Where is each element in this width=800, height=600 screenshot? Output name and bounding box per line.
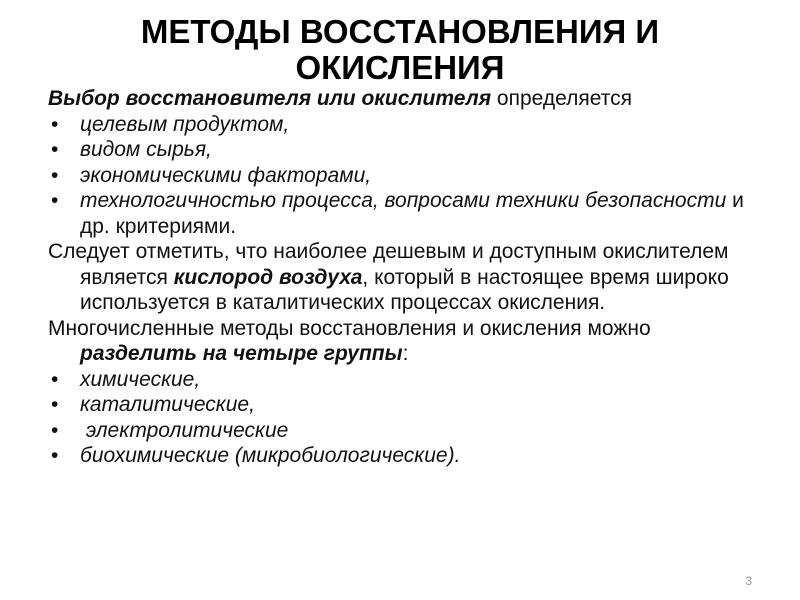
oxygen-text-before: Следует отметить, что наиболее дешевым и доступным окислителем является: [48, 240, 729, 289]
oxygen-highlight: кислород воздуха: [173, 265, 363, 289]
factor-item-4: [48, 188, 768, 239]
bullet-icon: •: [51, 163, 59, 187]
factor-item-1: [48, 112, 768, 138]
group-item-4: [48, 443, 768, 469]
groups-paragraph: [48, 316, 768, 367]
bullet-icon: •: [51, 138, 59, 161]
groups-highlight: разделить на четыре группы: [80, 342, 403, 365]
oxygen-paragraph: [48, 239, 768, 316]
bullet-icon: •: [51, 367, 59, 391]
oxygen-text-after: , который в настоящее время широко используется в каталитических процессах окисления.: [80, 265, 729, 314]
group-item-1: [48, 367, 768, 393]
bullet-icon: •: [51, 418, 59, 442]
intro-rest: определяется: [491, 87, 632, 110]
factor-text: экономическими факторами,: [80, 163, 372, 187]
bullet-icon: •: [51, 112, 59, 136]
factor-item-2: [48, 137, 768, 163]
group-text: химические,: [80, 367, 201, 391]
intro-paragraph: [48, 86, 768, 112]
group-text: каталитические,: [80, 393, 255, 416]
group-text: электролитические: [80, 418, 289, 442]
slide-title: МЕТОДЫ ВОССТАНОВЛЕНИЯ И ОКИСЛЕНИЯ: [140, 13, 660, 86]
page-number: 3: [745, 574, 752, 588]
factor-text: целевым продуктом,: [80, 112, 290, 136]
factor-text: видом сырья,: [80, 138, 212, 161]
groups-text-after: :: [402, 342, 409, 365]
group-item-2: [48, 392, 768, 418]
bullet-icon: •: [51, 393, 59, 416]
factor-item-3: [48, 163, 768, 189]
bullet-icon: •: [51, 444, 59, 467]
group-text: биохимические (микробиологические).: [80, 444, 461, 467]
slide-body: [48, 86, 768, 469]
intro-lead: Выбор восстановителя или окислителя: [48, 87, 492, 110]
factor-suffix: и др. критериями.: [80, 189, 744, 238]
groups-text-before: Многочисленные методы восстановления и окисления можно: [48, 316, 651, 340]
bullet-icon: •: [51, 189, 59, 212]
factor-text: технологичностью процесса, вопросами техники безопасности: [80, 189, 727, 212]
group-item-3: [48, 418, 768, 444]
